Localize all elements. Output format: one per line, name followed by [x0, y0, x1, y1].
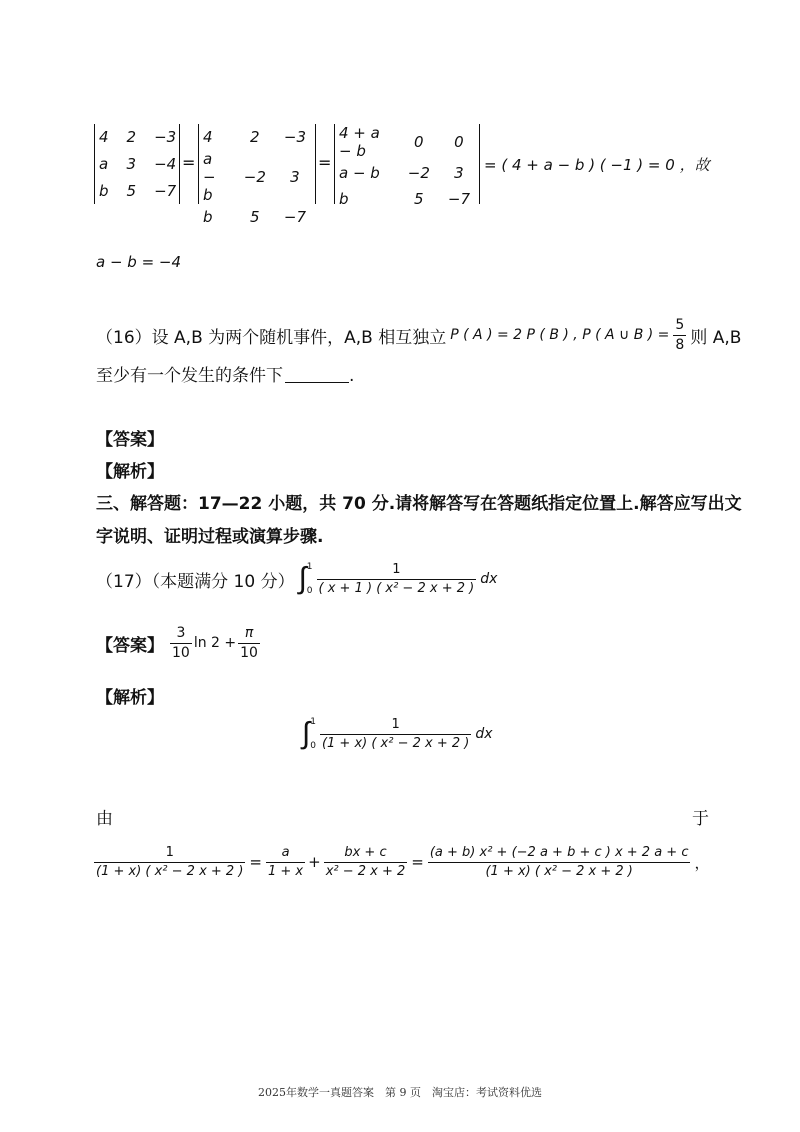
matrix-cell: 4	[99, 128, 109, 147]
matrix-cell: 2	[250, 128, 260, 146]
equals-sign: =	[318, 153, 332, 172]
answer17-frac1-num: 3	[176, 625, 186, 641]
upper-limit: 1	[310, 717, 316, 728]
determinant-3	[334, 124, 480, 208]
q16-period: .	[349, 366, 355, 386]
decomp-f2-den: 1 + x	[267, 863, 304, 879]
integral-sign: ∫	[298, 561, 307, 597]
matrix-cell: −4	[154, 154, 177, 173]
upper-limit: 1	[306, 562, 313, 573]
matrix-cell: 3	[290, 168, 300, 186]
answer17-frac2-den: 10	[240, 644, 258, 661]
decomp-f3-num: bx + c	[344, 845, 387, 860]
integral-dx: dx	[475, 726, 493, 743]
section-3-heading-line2: 字说明、证明过程或演算步骤.	[96, 527, 324, 547]
q17-integrand	[317, 561, 477, 597]
matrix-row	[95, 177, 185, 204]
integrand-den: (1 + x) ( x² − 2 x + 2 )	[321, 735, 470, 751]
q17-den: ( x + 1 ) ( x² − 2 x + 2 )	[318, 580, 475, 596]
question-16	[96, 316, 741, 355]
q16-line2: 至少有一个发生的条件下	[96, 366, 283, 386]
determinant-1	[94, 124, 180, 204]
matrix-cell: a − b	[339, 164, 380, 182]
q17-label: （17）（本题满分 10 分）	[96, 571, 295, 592]
matrix-cell: −7	[283, 208, 306, 226]
decomp-frac1	[94, 844, 245, 880]
partial-fraction-decomposition	[94, 844, 710, 880]
matrix-row	[199, 150, 315, 204]
matrix-cell: 4 + a − b	[339, 124, 380, 160]
question-16-line2	[96, 361, 354, 386]
question-17	[96, 561, 497, 597]
matrix-cell: b	[203, 208, 213, 226]
answer17-frac1	[170, 624, 192, 663]
answer17-frac2-num: π	[244, 625, 254, 641]
answer-17	[96, 624, 260, 663]
matrix-cell: −7	[447, 190, 470, 208]
matrix-row	[95, 124, 185, 151]
q16-frac-den: 8	[675, 336, 685, 353]
you-right: 于	[692, 809, 709, 829]
integral-limits	[307, 562, 313, 596]
integral-sign: ∫	[302, 716, 311, 752]
matrix-cell: b	[99, 181, 109, 200]
matrix-row	[199, 124, 315, 150]
q16-fraction	[673, 316, 686, 355]
decomp-f3-den: x² − 2 x + 2	[325, 863, 406, 879]
matrix-cell: a − b	[203, 150, 216, 204]
answer-label: 【答案】	[96, 430, 164, 450]
q17-num: 1	[392, 562, 401, 577]
matrix-row	[95, 151, 185, 178]
q16-prefix: （16）设 A,B 为两个随机事件，A,B 相互独立	[96, 327, 447, 348]
answer17-frac1-den: 10	[172, 644, 190, 661]
lower-limit: 0	[310, 741, 316, 752]
matrix-row	[335, 186, 479, 212]
decomp-frac4	[428, 844, 691, 880]
matrix-cell: −3	[154, 128, 177, 147]
decomp-f4-den: (1 + x) ( x² − 2 x + 2 )	[485, 863, 633, 879]
matrix-cell: 2	[126, 128, 137, 147]
matrix-cell: −2	[407, 164, 430, 182]
q16-suffix: 则 A,B	[690, 327, 742, 348]
matrix-cell: 5	[414, 190, 424, 208]
decomp-f1-den: (1 + x) ( x² − 2 x + 2 )	[96, 863, 244, 879]
lower-limit: 0	[306, 586, 313, 597]
matrix-row	[335, 160, 479, 186]
matrix-cell: 0	[414, 133, 424, 151]
decomp-plus: +	[308, 853, 321, 872]
decomp-frac2	[266, 844, 305, 880]
a-minus-b-result: a − b = −4	[96, 253, 182, 271]
equals-sign: =	[182, 153, 196, 172]
matrix-cell: b	[339, 190, 349, 208]
determinant-result: = ( 4 + a − b ) ( −1 ) = 0 ，故	[484, 156, 710, 174]
page-footer: 2025年数学一真题答案 第 9 页 淘宝店：考试资料优选	[258, 1086, 542, 1099]
you-left: 由	[96, 809, 113, 829]
matrix-cell: 0	[454, 133, 464, 151]
matrix-cell: 4	[203, 128, 213, 146]
determinant-2	[198, 124, 316, 226]
integrand-num: 1	[391, 717, 400, 732]
matrix-row	[335, 124, 479, 160]
matrix-row	[199, 204, 315, 230]
matrix-cell: 5	[250, 208, 260, 226]
matrix-cell: 5	[126, 181, 137, 200]
decomp-f2-num: a	[281, 845, 290, 860]
analysis-label: 【解析】	[96, 462, 164, 482]
section-3-heading-line1: 三、解答题：17—22 小题，共 70 分.请将解答写在答题纸指定位置上.解答应写出文	[96, 494, 742, 514]
answer17-frac2	[238, 624, 260, 663]
decomp-comma: ，	[694, 853, 710, 872]
matrix-cell: a	[99, 154, 109, 173]
answer-blank	[285, 382, 349, 383]
decomp-eq1: =	[249, 853, 262, 872]
decomp-frac3	[324, 844, 408, 880]
matrix-cell: −2	[243, 168, 266, 186]
analysis-label-2: 【解析】	[96, 688, 164, 708]
q16-math: P ( A ) = 2 P ( B ) , P ( A ∪ B ) =	[450, 327, 670, 344]
integrand	[320, 716, 471, 752]
matrix-cell: −3	[283, 128, 306, 146]
matrix-cell: 3	[454, 164, 464, 182]
q16-frac-num: 5	[675, 317, 685, 333]
decomp-f1-num: 1	[165, 845, 174, 860]
answer17-label: 【答案】	[96, 635, 164, 656]
decomp-eq2: =	[411, 853, 424, 872]
q17-dx: dx	[480, 571, 498, 588]
answer17-ln: ln 2 +	[193, 635, 237, 652]
integral-display	[302, 716, 493, 752]
matrix-cell: 3	[126, 154, 137, 173]
integral-limits	[310, 717, 316, 751]
decomp-f4-num: (a + b) x² + (−2 a + b + c ) x + 2 a + c	[429, 845, 689, 860]
matrix-cell: −7	[154, 181, 177, 200]
